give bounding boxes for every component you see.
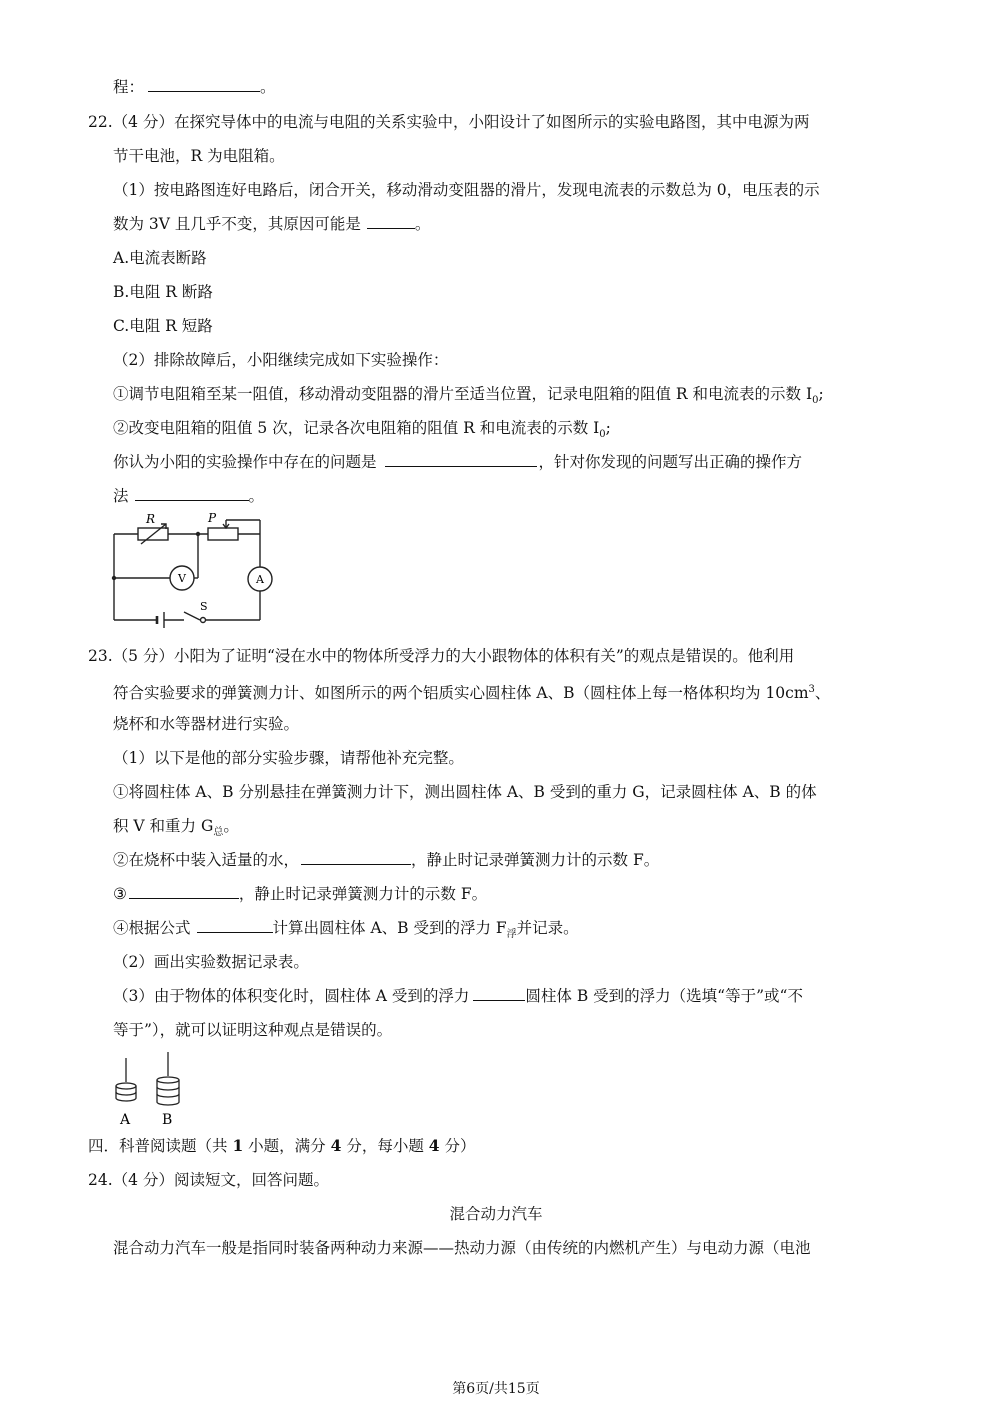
- text-segment: 法: [113, 487, 129, 505]
- text-segment: ①调节电阻箱至某一阻值，移动滑动变阻器的滑片至适当位置，记录电阻箱的阻值 R 和电流表的示数 I: [113, 385, 813, 403]
- question-22-part1: （1）按电路图连好电路后，闭合开关，移动滑动变阻器的滑片，发现电流表的示数总为 0，电压表的示: [113, 181, 820, 199]
- question-24-stem: 24.（4 分）阅读短文，回答问题。: [88, 1171, 329, 1189]
- subscript: 总: [213, 827, 224, 839]
- slider-label: P: [208, 512, 217, 525]
- article-title: 混合动力汽车: [449, 1205, 543, 1223]
- cylinders-figure: [108, 1052, 188, 1128]
- cylinder-a-label: A: [120, 1112, 131, 1128]
- text-segment: 数为 3V 且几乎不变，其原因可能是: [113, 215, 361, 233]
- answer-blank[interactable]: [135, 486, 249, 501]
- text-segment: 。: [248, 487, 265, 505]
- text-segment: ③: [113, 885, 127, 903]
- text-segment: 。: [223, 817, 239, 835]
- answer-blank[interactable]: [129, 884, 239, 899]
- text-segment: 程：: [113, 78, 145, 96]
- text-segment: 圆柱体 B 受到的浮力（选填“等于”或“不: [525, 987, 803, 1005]
- text-segment: 符合实验要求的弹簧测力计、如图所示的两个铝质实心圆柱体 A、B（圆柱体上每一格体积均为 10cm: [113, 684, 809, 703]
- text-segment: 1: [232, 1136, 244, 1155]
- question-22-part1-cont: [113, 214, 430, 234]
- text-segment: 分）: [439, 1137, 476, 1155]
- question-22-stem-cont: 节干电池，R 为电阻箱。: [113, 147, 285, 165]
- option-b: B.电阻 R 断路: [113, 283, 213, 301]
- subscript: 浮: [506, 929, 517, 941]
- text-segment: ②在烧杯中装入适量的水，: [113, 851, 300, 869]
- question-22-ask-cont: [113, 486, 264, 506]
- subscript: 0: [812, 395, 819, 407]
- voltmeter-label: V: [178, 572, 186, 585]
- text-segment: 你认为小阳的实验操作中存在的问题是: [113, 453, 377, 471]
- text-segment: ;: [818, 385, 824, 403]
- superscript: 3: [808, 684, 815, 695]
- cylinder-b-label: B: [162, 1112, 173, 1128]
- text-segment: ②改变电阻箱的阻值 5 次，记录各次电阻箱的阻值 R 和电流表的示数 I: [113, 419, 600, 437]
- question-23-stem-cont: [113, 680, 830, 703]
- answer-blank[interactable]: [301, 850, 411, 865]
- article-paragraph: 混合动力汽车一般是指同时装备两种动力来源——热动力源（由传统的内燃机产生）与电动力源（电池: [113, 1239, 811, 1257]
- q23-step-2: [113, 850, 659, 870]
- question-22-part2: （2）排除故障后，小阳继续完成如下实验操作：: [113, 351, 449, 369]
- text-segment: ，静止时记录弹簧测力计的示数 F。: [411, 851, 660, 869]
- text-segment: 。: [414, 215, 431, 233]
- answer-blank[interactable]: [148, 77, 260, 92]
- answer-blank[interactable]: [385, 452, 537, 467]
- switch-label: S: [200, 600, 208, 613]
- q23-step-1-cont: [113, 816, 239, 843]
- q23-step-4: [113, 918, 579, 945]
- answer-blank[interactable]: [197, 918, 273, 933]
- text-segment: 。: [260, 78, 276, 96]
- text-segment: 、: [814, 684, 831, 703]
- subscript: 0: [599, 429, 606, 441]
- answer-blank[interactable]: [367, 214, 415, 229]
- text-segment: ④根据公式: [113, 919, 191, 937]
- text-segment: ，针对你发现的问题写出正确的操作方: [538, 453, 803, 471]
- option-a: A.电流表断路: [113, 249, 207, 267]
- text-segment: 4: [330, 1136, 342, 1155]
- answer-blank[interactable]: [473, 986, 525, 1001]
- text-segment: ，静止时记录弹簧测力计的示数 F。: [238, 885, 488, 903]
- ammeter-label: A: [256, 573, 264, 586]
- circuit-diagram: [108, 512, 278, 636]
- question-22-stem: 22.（4 分）在探究导体中的电流与电阻的关系实验中，小阳设计了如图所示的实验电路图，其中电源为两: [88, 113, 810, 131]
- text-segment: 4: [428, 1136, 440, 1155]
- text-segment: 计算出圆柱体 A、B 受到的浮力 F: [272, 919, 507, 937]
- text-segment: 四．科普阅读题（共: [88, 1137, 233, 1155]
- resistor-label: R: [146, 512, 156, 526]
- text-segment: 并记录。: [516, 919, 579, 937]
- text-segment: ;: [605, 419, 611, 437]
- text-segment: （3）由于物体的体积变化时，圆柱体 A 受到的浮力: [113, 987, 470, 1005]
- question-23-part3-cont: 等于”），就可以证明这种观点是错误的。: [113, 1021, 393, 1039]
- question-23-part1: （1）以下是他的部分实验步骤，请帮他补充完整。: [113, 749, 464, 767]
- step-2: [113, 418, 611, 445]
- q23-step-1: ①将圆柱体 A、B 分别悬挂在弹簧测力计下，测出圆柱体 A、B 受到的重力 G，记录圆柱体 A、B 的体: [113, 783, 817, 801]
- question-23-part2: （2）画出实验数据记录表。: [113, 953, 309, 971]
- text-segment: 分，每小题: [341, 1137, 429, 1155]
- q23-step-3: [113, 884, 487, 904]
- text-segment: 积 V 和重力 G: [113, 817, 214, 835]
- step-1: [113, 384, 824, 411]
- answer-line-1: [113, 77, 276, 97]
- page-footer: 第6页/共15页: [452, 1381, 540, 1397]
- section-4-heading: [88, 1136, 475, 1156]
- text-segment: 小题，满分: [243, 1137, 331, 1155]
- question-22-ask: [113, 452, 802, 472]
- question-23-part3: [113, 986, 803, 1006]
- option-c: C.电阻 R 短路: [113, 317, 213, 335]
- question-23-stem: 23.（5 分）小阳为了证明“浸在水中的物体所受浮力的大小跟物体的体积有关”的观点是错误的。他利用: [88, 647, 795, 665]
- question-23-stem-cont2: 烧杯和水等器材进行实验。: [113, 715, 300, 733]
